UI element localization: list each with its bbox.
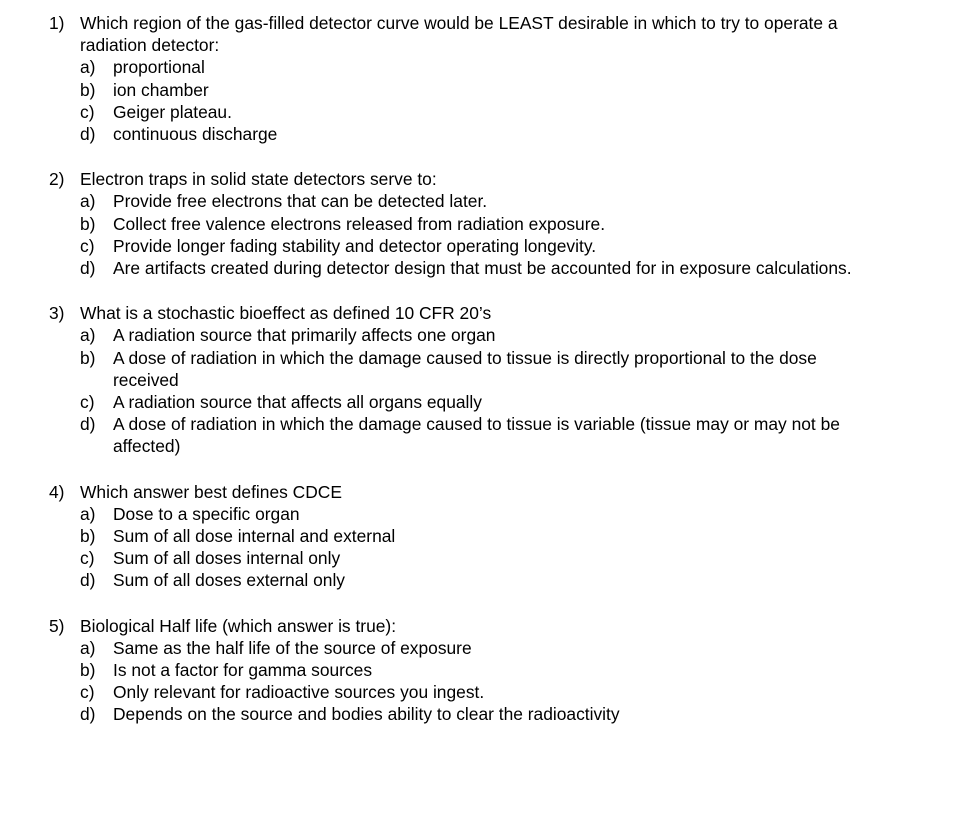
option-text: Same as the half life of the source of exposure — [113, 637, 472, 658]
option-b — [0, 347, 853, 391]
option-letter: a) — [80, 325, 96, 346]
question-3 — [0, 302, 963, 457]
option-text: Collect free valence electrons released from radiation exposure. — [113, 213, 606, 234]
question-4 — [0, 481, 963, 592]
option-a — [0, 503, 853, 525]
option-c — [0, 681, 853, 703]
option-letter: c) — [80, 682, 95, 703]
option-letter: b) — [80, 347, 96, 368]
option-letter: b) — [80, 79, 96, 100]
option-text: A dose of radiation in which the damage caused to tissue is variable (tissue may or may not be affected) — [113, 414, 840, 457]
option-text: Only relevant for radioactive sources you ingest. — [113, 682, 485, 703]
option-letter: a) — [80, 57, 96, 78]
answer-options — [0, 324, 963, 457]
option-c — [0, 391, 853, 413]
question-text — [0, 302, 840, 324]
answer-options — [0, 190, 963, 279]
option-b — [0, 79, 853, 101]
option-b — [0, 525, 853, 547]
option-text: Are artifacts created during detector design that must be accounted for in exposure calculations. — [113, 258, 852, 279]
option-d — [0, 123, 853, 145]
option-text: Is not a factor for gamma sources — [113, 660, 373, 681]
option-text: A radiation source that affects all organs equally — [113, 392, 482, 413]
question-prompt: What is a stochastic bioeffect as defined 10 CFR 20’s — [80, 303, 492, 324]
question-2 — [0, 168, 963, 279]
spacer — [0, 145, 963, 168]
option-b — [0, 659, 853, 681]
option-letter: d) — [80, 704, 96, 725]
question-number: 5) — [49, 615, 65, 636]
option-letter: b) — [80, 660, 96, 681]
option-text: proportional — [113, 57, 205, 78]
option-d — [0, 257, 853, 279]
option-a — [0, 324, 853, 346]
question-prompt: Which region of the gas-filled detector curve would be LEAST desirable in which to try to operate a radiation detector: — [80, 13, 838, 56]
option-text: Sum of all dose internal and external — [113, 526, 396, 547]
question-number: 2) — [49, 169, 65, 190]
option-letter: c) — [80, 101, 95, 122]
question-text — [0, 615, 840, 637]
option-letter: d) — [80, 258, 96, 279]
option-a — [0, 56, 853, 78]
question-prompt: Biological Half life (which answer is true): — [80, 615, 397, 636]
question-number: 1) — [49, 13, 65, 33]
option-letter: d) — [80, 570, 96, 591]
option-letter: b) — [80, 213, 96, 234]
option-letter: a) — [80, 503, 96, 524]
option-letter: c) — [80, 392, 95, 413]
option-c — [0, 101, 853, 123]
question-text — [0, 481, 840, 503]
option-text: Provide longer fading stability and detector operating longevity. — [113, 235, 597, 256]
question-text — [0, 168, 840, 190]
question-text — [0, 12, 840, 56]
option-text: ion chamber — [113, 79, 209, 100]
option-c — [0, 547, 853, 569]
option-d — [0, 703, 853, 725]
option-letter: b) — [80, 526, 96, 547]
spacer — [0, 279, 963, 302]
option-letter: d) — [80, 124, 96, 145]
answer-options — [0, 503, 963, 592]
question-number: 3) — [49, 303, 65, 324]
option-text: A dose of radiation in which the damage caused to tissue is directly proportional to the dose received — [113, 347, 817, 390]
spacer — [0, 592, 963, 615]
option-letter: c) — [80, 548, 95, 569]
option-text: continuous discharge — [113, 124, 278, 145]
option-letter: c) — [80, 235, 95, 256]
option-letter: a) — [80, 191, 96, 212]
option-text: Geiger plateau. — [113, 101, 232, 122]
option-a — [0, 637, 853, 659]
question-prompt: Electron traps in solid state detectors serve to: — [80, 169, 437, 190]
option-letter: a) — [80, 637, 96, 658]
spacer — [0, 458, 963, 481]
answer-options — [0, 637, 963, 726]
option-c — [0, 235, 853, 257]
option-d — [0, 413, 853, 457]
answer-options — [0, 56, 963, 145]
option-text: Provide free electrons that can be detected later. — [113, 191, 488, 212]
option-text: Dose to a specific organ — [113, 503, 300, 524]
option-text: Sum of all doses external only — [113, 570, 345, 591]
quiz-document — [0, 12, 963, 726]
option-text: A radiation source that primarily affects one organ — [113, 325, 496, 346]
option-text: Depends on the source and bodies ability to clear the radioactivity — [113, 704, 620, 725]
question-1 — [0, 12, 963, 145]
option-letter: d) — [80, 414, 96, 435]
question-prompt: Which answer best defines CDCE — [80, 481, 342, 502]
question-number: 4) — [49, 481, 65, 502]
option-a — [0, 190, 853, 212]
option-text: Sum of all doses internal only — [113, 548, 341, 569]
option-b — [0, 213, 853, 235]
question-5 — [0, 615, 963, 726]
option-d — [0, 569, 853, 591]
